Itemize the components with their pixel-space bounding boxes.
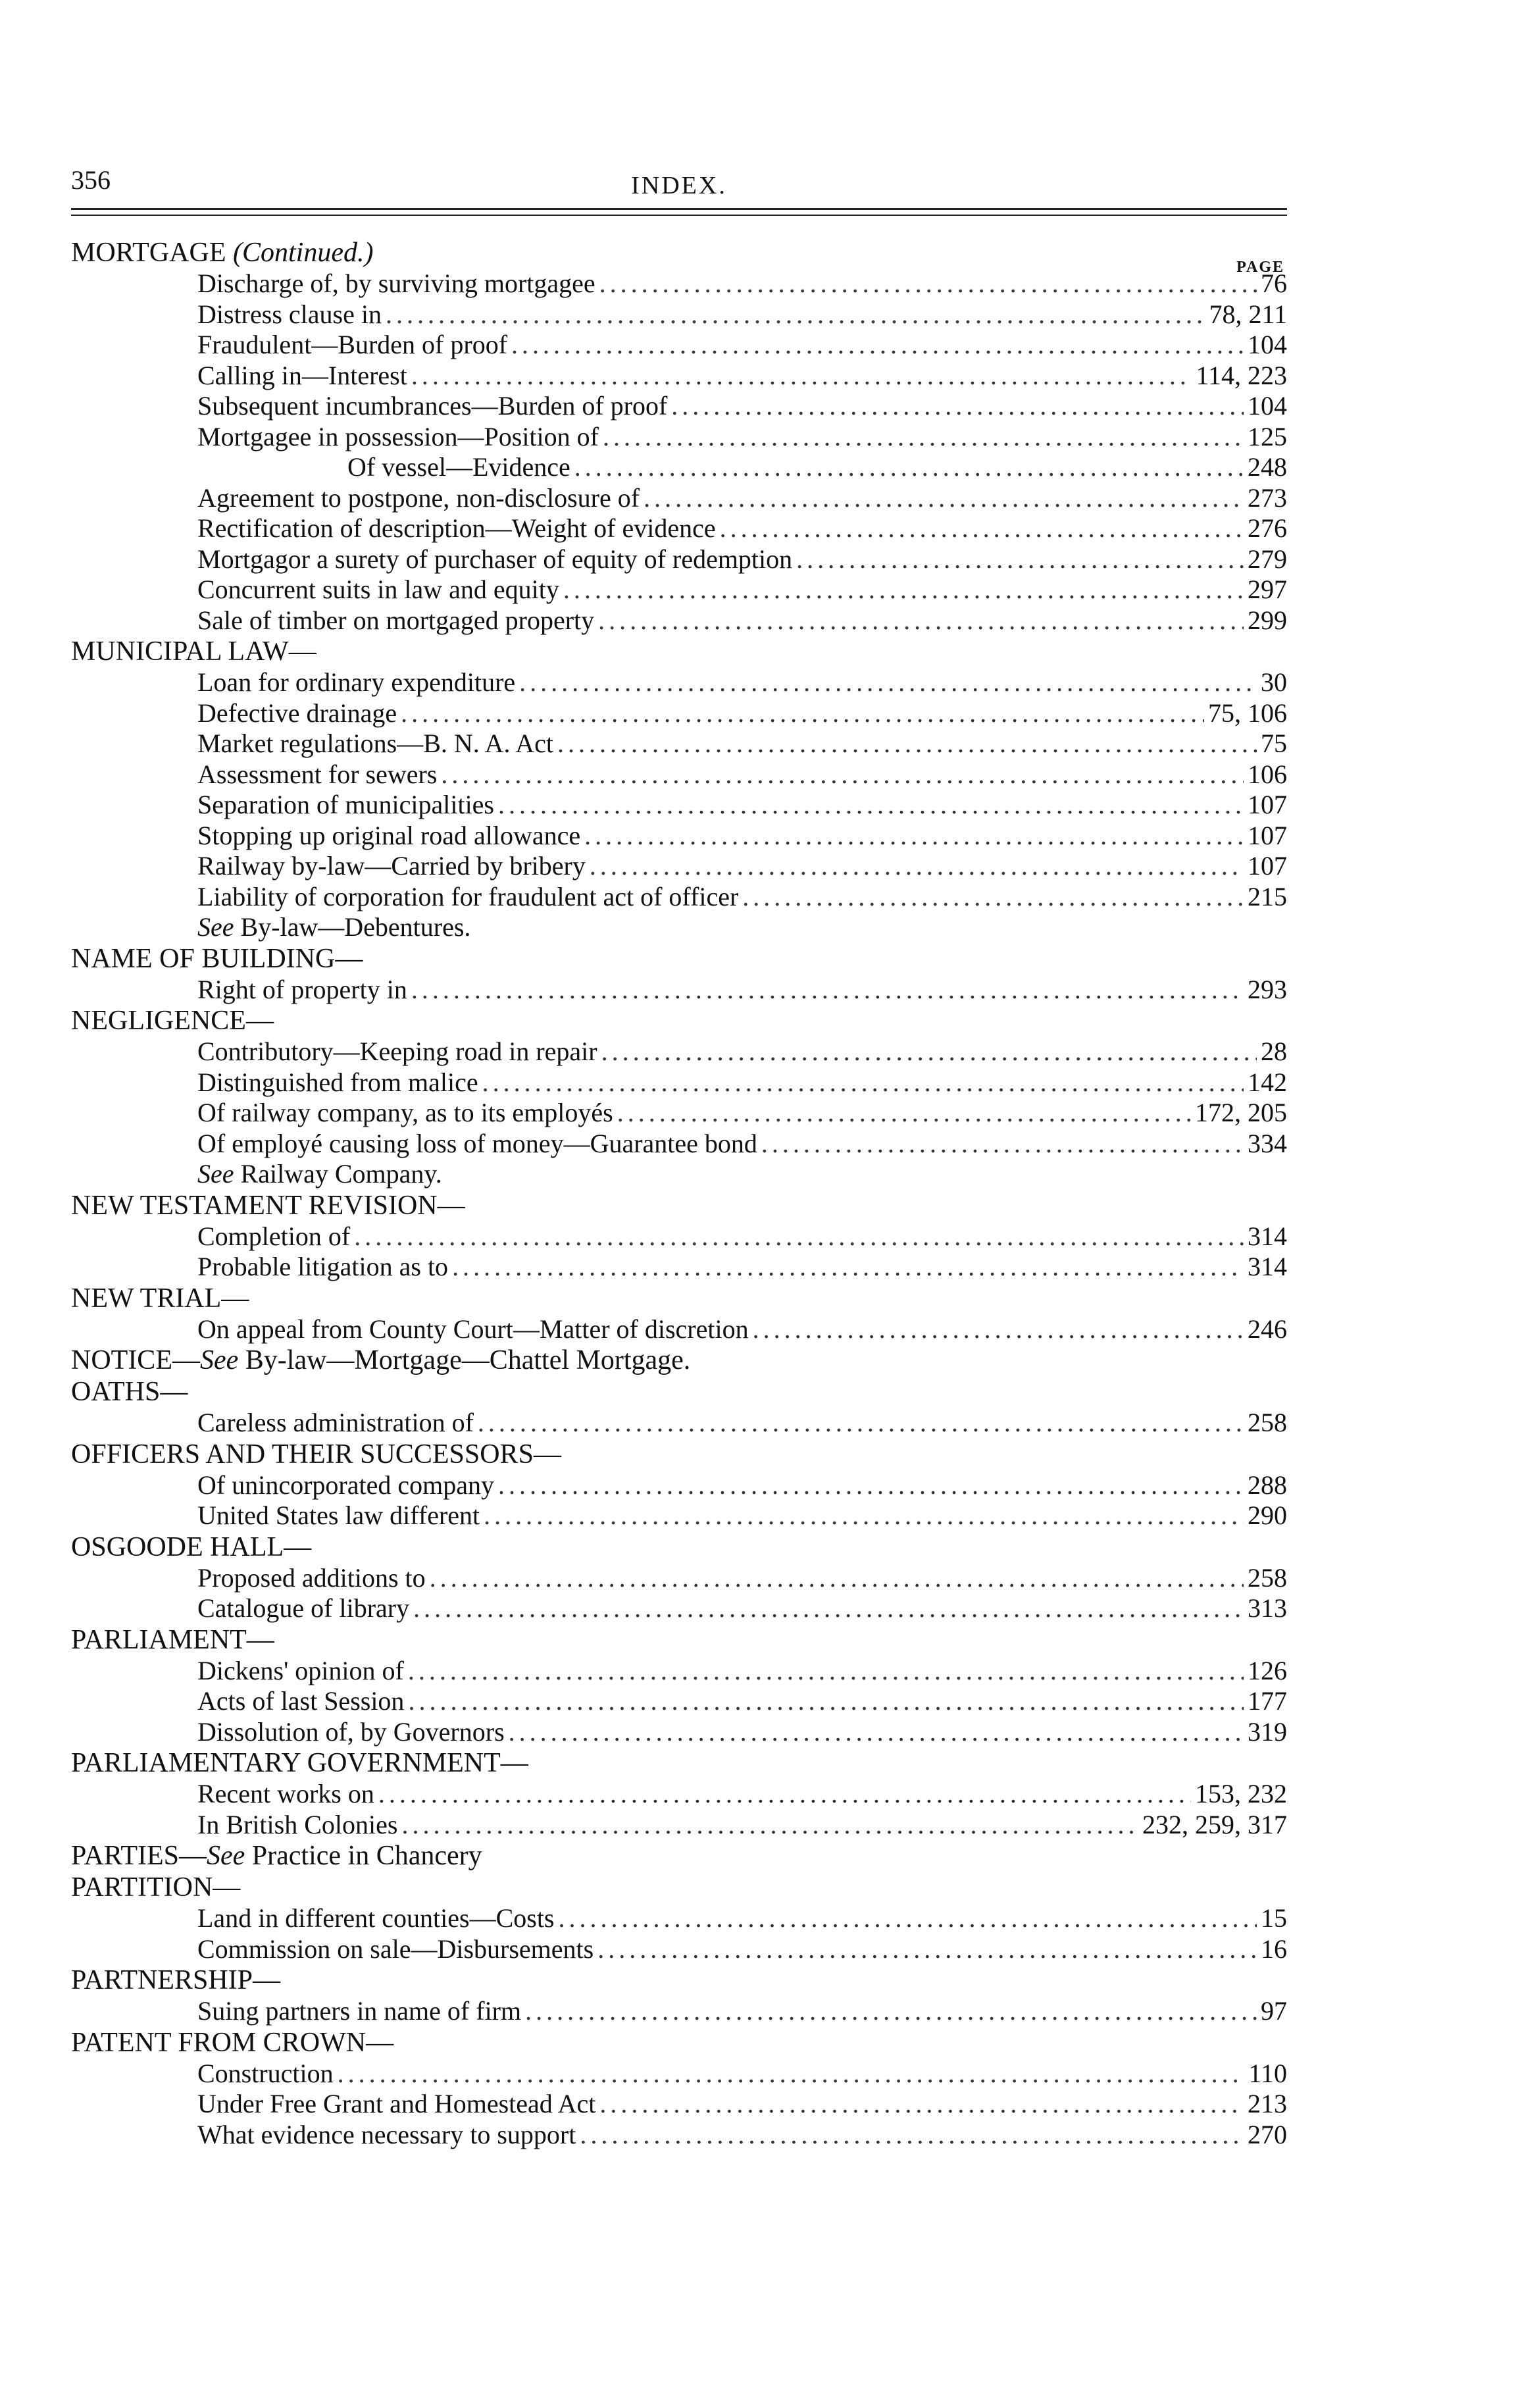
index-heading-municipal-law: MUNICIPAL LAW—	[71, 636, 316, 667]
index-entry: Catalogue of library ..... 313	[197, 1593, 1287, 1624]
index-entry: What evidence necessary to support ..... 270	[197, 2120, 1287, 2151]
page-ref: 126	[1248, 1655, 1287, 1685]
page-ref: 273	[1248, 482, 1287, 513]
index-entry: Completion of ..... 314	[197, 1221, 1287, 1252]
index-heading-osgoode-hall: OSGOODE HALL—	[71, 1531, 312, 1562]
continued-note: (Continued.)	[232, 238, 374, 268]
index-heading-partnership: PARTNERSHIP—	[71, 1965, 281, 1995]
see-reference: See By-law—Debentures.	[197, 912, 471, 942]
page-ref: 293	[1248, 974, 1287, 1004]
index-entry: United States law different ..... 290	[197, 1500, 1287, 1531]
index-heading-partition: PARTITION—	[71, 1872, 241, 1903]
index-entry: In British Colonies ..... 232, 259, 317	[197, 1810, 1287, 1841]
index-heading-patent-from-crown: PATENT FROM CROWN—	[71, 2027, 394, 2058]
index-entry: Defective drainage ..... 75, 106	[197, 698, 1287, 729]
index-entry: Land in different counties—Costs ..... 15	[197, 1903, 1287, 1934]
index-entry: Market regulations—B. N. A. Act ..... 75	[197, 729, 1287, 759]
index-entry: Under Free Grant and Homestead Act ..... 213	[197, 2089, 1287, 2120]
page-ref: 297	[1248, 575, 1287, 604]
index-entry: Mortgagor a surety of purchaser of equity of redemption ..... 279	[197, 544, 1287, 575]
index-entry: Dickens' opinion of ..... 126	[197, 1656, 1287, 1687]
page-ref: 153, 232	[1195, 1779, 1287, 1808]
index-subentry: Of vessel—Evidence ..... 248	[347, 452, 1287, 483]
index-body	[71, 237, 1287, 2150]
page-ref: 288	[1248, 1470, 1287, 1500]
index-entry: Proposed additions to ..... 258	[197, 1563, 1287, 1594]
index-entry: Agreement to postpone, non-disclosure of ..... 273	[197, 483, 1287, 514]
page-ref: 314	[1248, 1221, 1287, 1251]
index-entry: Separation of municipalities ..... 107	[197, 790, 1287, 821]
index-entry: Sale of timber on mortgaged property ..... 299	[197, 605, 1287, 636]
page-ref: 213	[1248, 2089, 1287, 2118]
index-entry: Probable litigation as to ..... 314	[197, 1252, 1287, 1283]
page-ref: 258	[1248, 1562, 1287, 1593]
page-ref: 313	[1248, 1593, 1287, 1623]
page-column-label: PAGE	[1236, 259, 1284, 276]
index-entry: Of employé causing loss of money—Guarantee bond ..... 334	[197, 1129, 1287, 1160]
index-heading-notice: NOTICE—See By-law—Mortgage—Chattel Mortgage.	[71, 1345, 691, 1375]
page-ref: 76	[1261, 269, 1287, 298]
index-entry: Calling in—Interest ..... 114, 223	[197, 361, 1287, 392]
index-entry: Fraudulent—Burden of proof ..... 104	[197, 330, 1287, 361]
index-entry: Acts of last Session ..... 177	[197, 1686, 1287, 1717]
page-ref: 97	[1261, 1996, 1287, 2026]
index-entry: Assessment for sewers ..... 106	[197, 759, 1287, 790]
header-rule-thin	[71, 215, 1287, 216]
index-entry: Concurrent suits in law and equity ..... 297	[197, 575, 1287, 605]
page-ref: 290	[1248, 1500, 1287, 1530]
index-entry: Dissolution of, by Governors ..... 319	[197, 1717, 1287, 1748]
see-reference: See Railway Company.	[197, 1159, 442, 1189]
index-entry: Of railway company, as to its employés ..... 172, 205	[197, 1098, 1287, 1129]
index-heading-negligence: NEGLIGENCE—	[71, 1006, 274, 1036]
index-entry: Distinguished from malice ..... 142	[197, 1067, 1287, 1098]
index-heading-officers: OFFICERS AND THEIR SUCCESSORS—	[71, 1439, 561, 1470]
page-ref: 30	[1261, 667, 1287, 697]
index-entry: Liability of corporation for fraudulent act of officer ..... 215	[197, 882, 1287, 913]
page-ref: 15	[1261, 1903, 1287, 1933]
page-ref: 276	[1248, 513, 1287, 543]
page-ref: 177	[1248, 1686, 1287, 1716]
index-entry: Right of property in ..... 293	[197, 975, 1287, 1006]
page-ref: 248	[1248, 452, 1287, 482]
index-entry: Railway by-law—Carried by bribery ..... 107	[197, 851, 1287, 882]
page-ref: 215	[1248, 881, 1287, 911]
index-entry: Of unincorporated company ..... 288	[197, 1470, 1287, 1501]
index-heading-name-of-building: NAME OF BUILDING—	[71, 943, 363, 974]
page-number: 356	[71, 165, 111, 195]
page-ref: 107	[1248, 851, 1287, 881]
index-entry: Mortgagee in possession—Position of ..... 125	[197, 422, 1287, 453]
page-ref: 114, 223	[1196, 360, 1287, 390]
page-ref: 334	[1248, 1128, 1287, 1158]
page-ref: 299	[1248, 605, 1287, 635]
index-entry: Careless administration of ..... 258	[197, 1408, 1287, 1439]
header-rule	[71, 208, 1287, 210]
page-ref: 16	[1261, 1934, 1287, 1964]
running-title: INDEX.	[631, 172, 727, 199]
index-entry: Distress clause in ..... 78, 211	[197, 299, 1287, 330]
page-ref: 258	[1248, 1408, 1287, 1437]
index-heading-parties: PARTIES—See Practice in Chancery	[71, 1841, 482, 1871]
index-entry: Discharge of, by surviving mortgagee ..... 76	[197, 269, 1287, 299]
index-heading-parliament: PARLIAMENT—	[71, 1624, 274, 1655]
index-entry: Loan for ordinary expenditure ..... 30	[197, 667, 1287, 698]
index-entry: Commission on sale—Disbursements ..... 16	[197, 1934, 1287, 1965]
page-ref: 75	[1261, 729, 1287, 758]
page-ref: 172, 205	[1195, 1098, 1287, 1127]
index-entry: Stopping up original road allowance ..... 107	[197, 821, 1287, 852]
page-ref: 232, 259, 317	[1142, 1809, 1287, 1839]
index-entry: Construction ..... 110	[197, 2059, 1287, 2089]
page-ref: 104	[1248, 391, 1287, 421]
index-heading-parliamentary-government: PARLIAMENTARY GOVERNMENT—	[71, 1748, 528, 1778]
page-ref: 78, 211	[1209, 299, 1287, 329]
index-entry: Rectification of description—Weight of evidence ..... 276	[197, 513, 1287, 544]
index-entry: Recent works on ..... 153, 232	[197, 1779, 1287, 1810]
page-ref: 246	[1248, 1314, 1287, 1344]
page-ref: 107	[1248, 820, 1287, 850]
page-ref: 110	[1248, 2058, 1287, 2088]
page-ref: 107	[1248, 790, 1287, 819]
page-ref: 279	[1248, 544, 1287, 574]
index-heading-oaths: OATHS—	[71, 1377, 188, 1407]
index-heading-mortgage: MORTGAGE (Continued.) PAGE	[71, 237, 1287, 269]
index-heading-new-trial: NEW TRIAL—	[71, 1283, 249, 1314]
page-ref: 270	[1248, 2119, 1287, 2149]
page-ref: 125	[1248, 421, 1287, 451]
index-entry: Suing partners in name of firm ..... 97	[197, 1996, 1287, 2027]
page-header	[71, 165, 1287, 204]
page-ref: 106	[1248, 759, 1287, 789]
index-heading-new-testament-revision: NEW TESTAMENT REVISION—	[71, 1190, 465, 1221]
page-ref: 28	[1261, 1037, 1287, 1066]
page-ref: 142	[1248, 1067, 1287, 1097]
page-ref: 319	[1248, 1716, 1287, 1747]
index-entry: Contributory—Keeping road in repair ..... 28	[197, 1037, 1287, 1067]
page-ref: 75, 106	[1208, 698, 1287, 728]
index-entry: Subsequent incumbrances—Burden of proof ..... 104	[197, 391, 1287, 422]
index-entry: On appeal from County Court—Matter of discretion ..... 246	[197, 1314, 1287, 1345]
page-ref: 104	[1248, 330, 1287, 359]
page-ref: 314	[1248, 1252, 1287, 1281]
